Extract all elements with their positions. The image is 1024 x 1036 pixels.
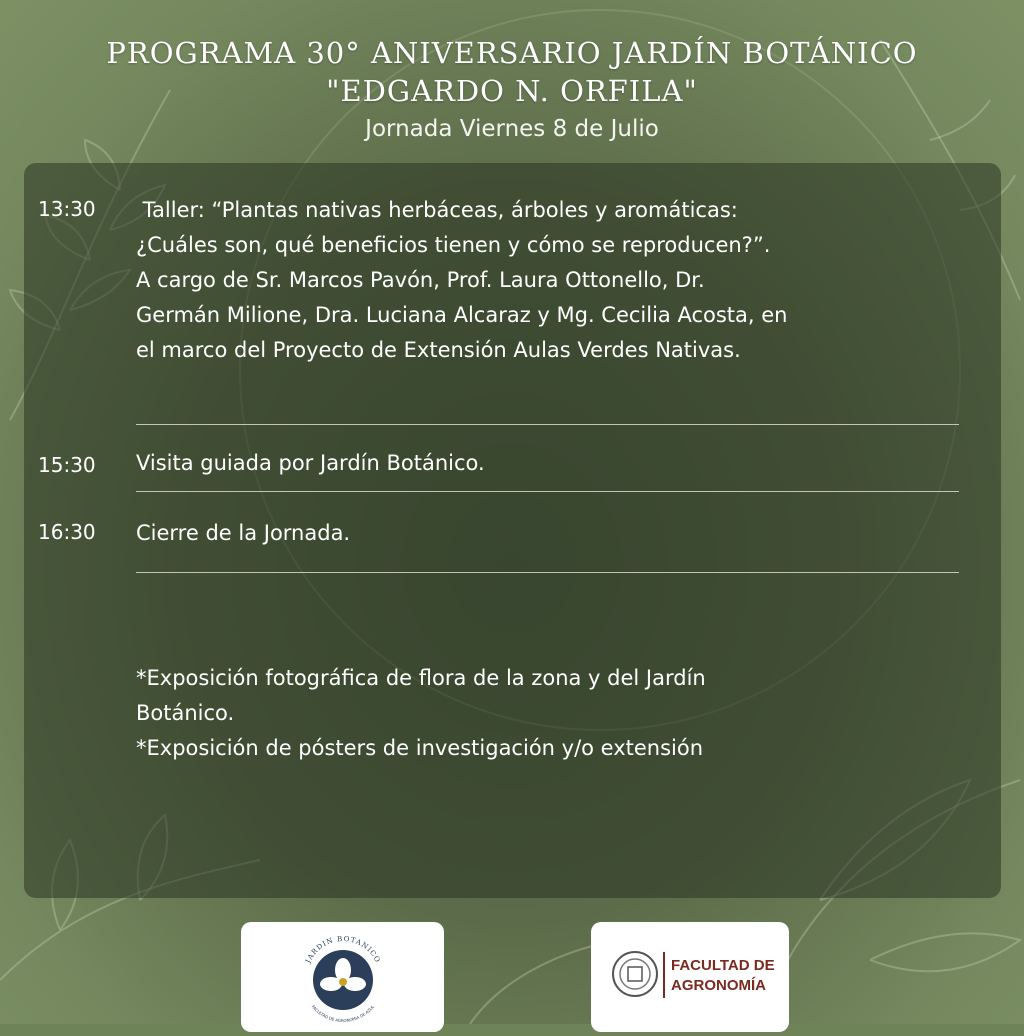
- jardin-botanico-logo: [241, 922, 444, 1032]
- schedule-description-3: [136, 516, 986, 551]
- note-line: Botánico.: [136, 701, 235, 725]
- facultad-agronomia-logo: [591, 922, 789, 1032]
- note-line: *Exposición de pósters de investigación y/o extensión: [136, 736, 704, 760]
- facultad-line-1: FACULTAD DE: [671, 957, 775, 974]
- logo-arc-bottom-text: FACULTAD DE AGRONOMIA DE AZUL: [310, 1004, 376, 1024]
- facultad-agronomia-logo-card: [591, 922, 789, 1032]
- notes: [136, 661, 986, 766]
- description-line: Taller: “Plantas nativas herbáceas, árboles y aromáticas:: [136, 198, 738, 222]
- description-line: A cargo de Sr. Marcos Pavón, Prof. Laura Ottonello, Dr.: [136, 268, 705, 292]
- university-seal-icon: [613, 952, 657, 996]
- schedule-description-1: [136, 193, 986, 368]
- description-line: Germán Milione, Dra. Luciana Alcaraz y Mg. Cecilia Acosta, en: [136, 303, 788, 327]
- divider: [136, 572, 959, 573]
- description-line: Visita guiada por Jardín Botánico.: [136, 451, 485, 475]
- description-line: ¿Cuáles son, qué beneficios tienen y cómo se reproducen?”.: [136, 233, 771, 257]
- divider: [136, 424, 959, 425]
- description-line: el marco del Proyecto de Extensión Aulas Verdes Nativas.: [136, 338, 741, 362]
- jardin-botanico-logo-card: [241, 922, 444, 1032]
- logo-arc-top-text: JARDIN BOTANICO: [304, 934, 382, 965]
- schedule-time-3: 16:30: [38, 520, 96, 544]
- page-title: [0, 34, 1024, 110]
- schedule-description-2: [136, 446, 986, 481]
- facultad-line-2: AGRONOMÍA: [671, 977, 766, 994]
- title-line-2: "EDGARDO N. ORFILA": [326, 74, 698, 108]
- divider: [136, 491, 959, 492]
- description-line: Cierre de la Jornada.: [136, 521, 351, 545]
- page-subtitle: Jornada Viernes 8 de Julio: [365, 116, 659, 142]
- note-line: *Exposición fotográfica de flora de la zona y del Jardín: [136, 666, 706, 690]
- schedule-time-1: 13:30: [38, 197, 96, 221]
- schedule-time-2: 15:30: [38, 453, 96, 477]
- title-line-1: PROGRAMA 30° ANIVERSARIO JARDÍN BOTÁNICO: [106, 36, 918, 70]
